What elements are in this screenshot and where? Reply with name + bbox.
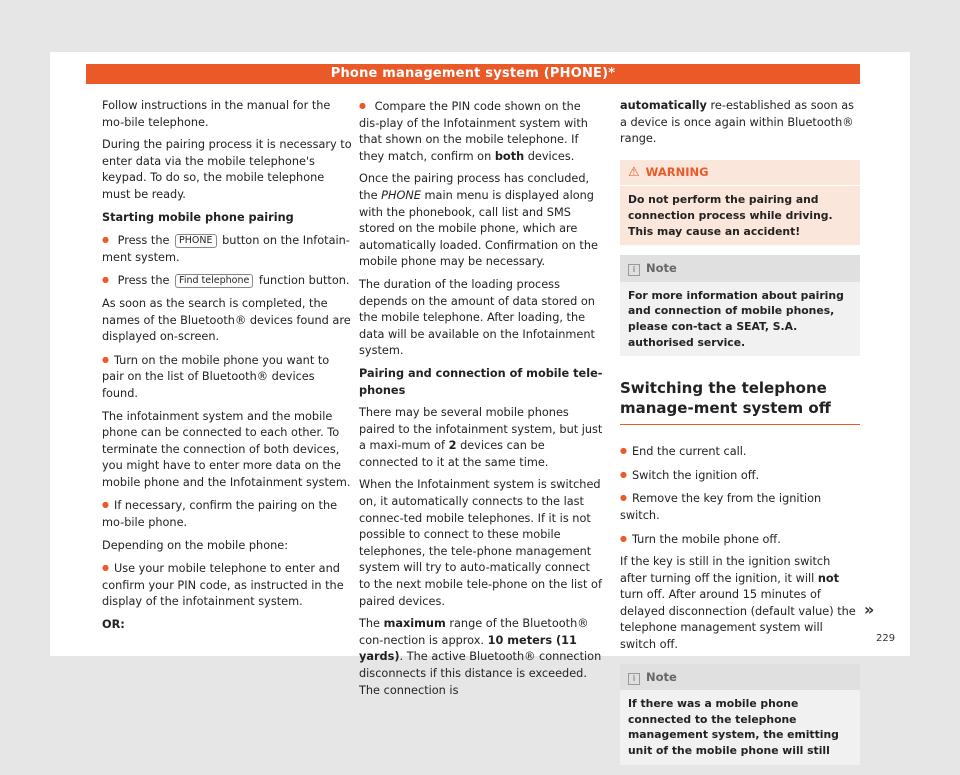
info-icon: i xyxy=(628,264,640,276)
warning-box xyxy=(620,160,860,245)
bullet-item: ● Turn the mobile phone off. xyxy=(620,531,860,549)
paragraph: The maximum range of the Bluetooth® con-nection is approx. 10 meters (11 yards). The active Bluetooth® connection disconnects if this distance is exceeded. The connection is xyxy=(359,617,602,697)
note-box xyxy=(620,255,860,356)
section-title: Switching the telephone manage-ment system off xyxy=(620,378,860,425)
subheading: Pairing and connection of mobile tele-phones xyxy=(359,366,603,397)
bullet-item: ● Use your mobile telephone to enter and confirm your PIN code, as instructed in the display of the infotainment system. xyxy=(102,560,354,611)
bullet-item: ● Switch the ignition off. xyxy=(620,467,860,485)
bullet-item: ● Press the PHONE button on the Infotain-ment system. xyxy=(102,232,354,266)
bullet-item: ● Remove the key from the ignition switch. xyxy=(620,490,860,524)
paragraph: The duration of the loading process depends on the amount of data stored on the mobile telephone. After loading, the data will be available on the Infotainment system. xyxy=(359,277,595,358)
note-header: i Note xyxy=(620,664,860,691)
paragraph: If the key is still in the ignition switch after turning off the ignition, it will not turn off. After around 15 minutes of delayed disconnection (default value) the telephone management system will switch off. xyxy=(620,555,856,652)
warning-text: Do not perform the pairing and connection process while driving. This may cause an accident! xyxy=(628,193,833,238)
note-box xyxy=(620,664,860,765)
note-header: i Note xyxy=(620,255,860,282)
paragraph: The infotainment system and the mobile phone can be connected to each other. To terminate the connection of both devices, you might have to enter more data on the mobile phone and the Infotainment system. xyxy=(102,409,351,489)
bullet-item: ● End the current call. xyxy=(620,443,860,461)
column-1 xyxy=(102,98,354,640)
phone-key-label: PHONE xyxy=(175,234,216,248)
continue-marker: » xyxy=(864,600,875,619)
paragraph: During the pairing process it is necessary to enter data via the mobile telephone's keypad. To do so, the mobile telephone must be ready. xyxy=(102,138,352,201)
column-2 xyxy=(359,98,604,705)
warning-triangle-icon: ⚠ xyxy=(628,164,640,180)
find-telephone-key-label: Find telephone xyxy=(175,274,253,288)
warning-header: ⚠ WARNING xyxy=(620,160,860,187)
note-text: For more information about pairing and connection of mobile phones, please con-tact a SEAT, S.A. authorised service. xyxy=(628,288,844,349)
paragraph: Once the pairing process has concluded, the PHONE main menu is displayed along with the phonebook, call list and SMS stored on the mobile phone, which are automatically loaded. Confirmation on the mobile phone may be necessary. xyxy=(359,172,598,269)
paragraph: Follow instructions in the manual for the mo-bile telephone. xyxy=(102,99,331,129)
column-3 xyxy=(620,98,860,775)
paragraph: As soon as the search is completed, the names of the Bluetooth® devices found are displayed on-screen. xyxy=(102,296,351,344)
paragraph: OR: xyxy=(102,618,125,632)
paragraph: automatically re-established as soon as a device is once again within Bluetooth® range. xyxy=(620,99,855,146)
page-number: 229 xyxy=(876,633,896,644)
paragraph: When the Infotainment system is switched on, it automatically connects to the last connec-ted mobile telephones. If it is not possible to connect to these mobile telephones, the tele-phone management system will try to auto-matically connect to the next mobile tele-phone on the list of paired devices. xyxy=(359,478,602,608)
bullet-item: ● Turn on the mobile phone you want to pair on the list of Bluetooth® devices found. xyxy=(102,352,354,403)
page-title: Phone management system (PHONE)* xyxy=(86,64,860,84)
note-text: If there was a mobile phone connected to the telephone management system, the emitting unit of the mobile phone will still xyxy=(628,697,839,758)
subheading: Starting mobile phone pairing xyxy=(102,210,294,224)
info-icon: i xyxy=(628,673,640,685)
bullet-item: ● If necessary, confirm the pairing on the mo-bile phone. xyxy=(102,497,354,531)
paragraph: Depending on the mobile phone: xyxy=(102,538,289,552)
bullet-item: ● Compare the PIN code shown on the dis-play of the Infotainment system with that shown on the mobile telephone. If they match, confirm on both devices. xyxy=(359,98,604,165)
paragraph: There may be several mobile phones paired to the infotainment system, but just a maxi-mum of 2 devices can be connected to it at the same time. xyxy=(359,406,603,469)
bullet-item: ● Press the Find telephone function button. xyxy=(102,272,354,290)
